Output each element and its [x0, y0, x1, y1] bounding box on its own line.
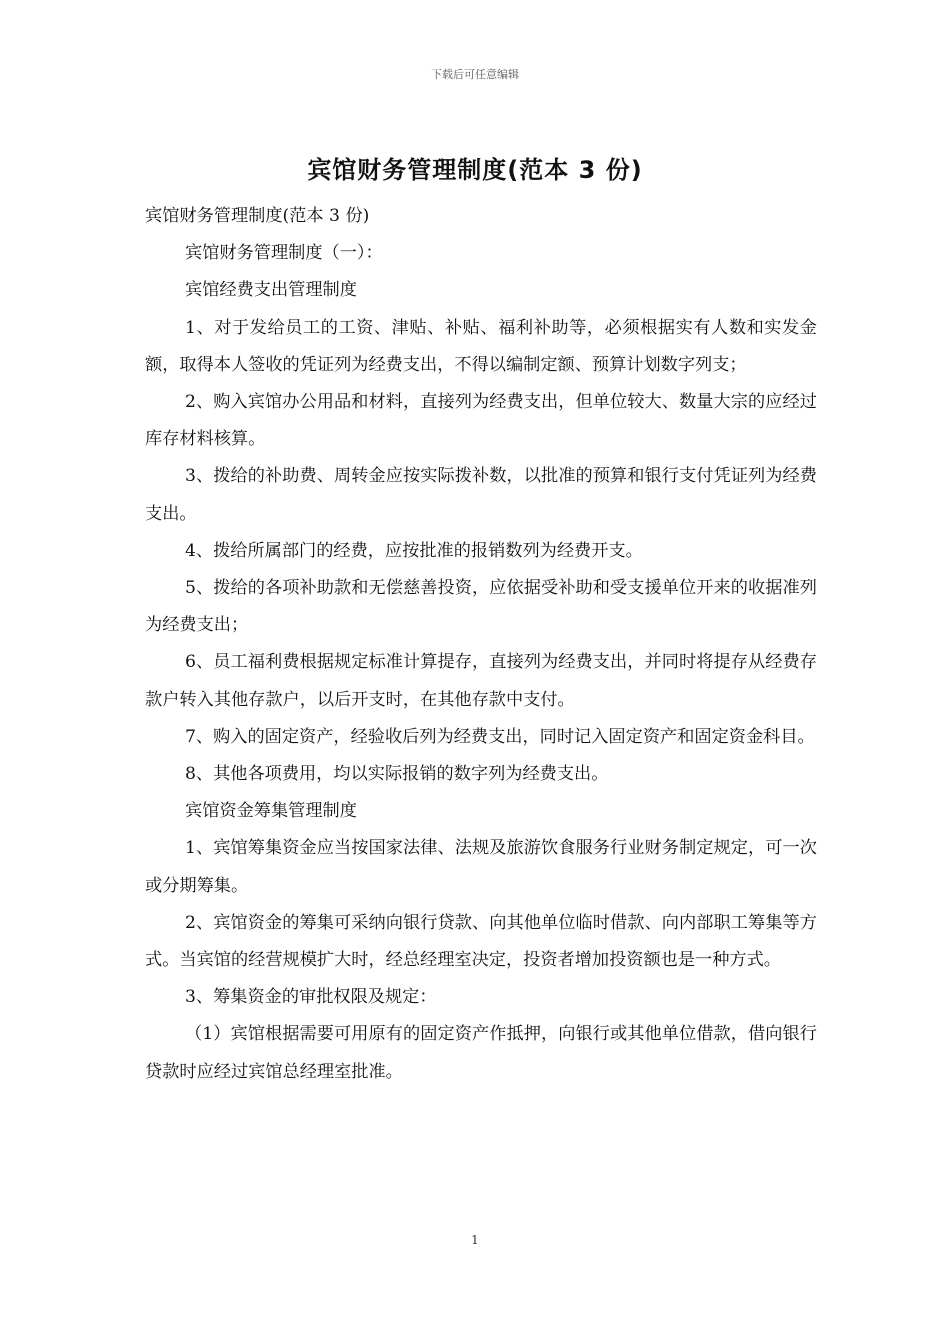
paragraph: （1）宾馆根据需要可用原有的固定资产作抵押，向银行或其他单位借款，借向银行贷款时应经过宾馆总经理室批准。	[145, 1024, 817, 1082]
paragraph: 4、拨给所属部门的经费，应按批准的报销数列为经费开支。	[185, 540, 643, 561]
paragraph: 宾馆财务管理制度（一）：	[185, 243, 383, 264]
paragraph: 宾馆财务管理制度(范本 3 份)	[145, 206, 370, 226]
document-body	[145, 198, 817, 1091]
paragraph: 2、宾馆资金的筹集可采纳向银行贷款、向其他单位临时借款、向内部职工筹集等方式。当宾馆的经营规模扩大时，经总经理室决定，投资者增加投资额也是一种方式。	[145, 912, 817, 971]
paragraph: 6、员工福利费根据规定标准计算提存，直接列为经费支出，并同时将提存从经费存款户转入其他存款户，以后开支时，在其他存款中支付。	[145, 652, 817, 710]
section-heading: 宾馆经费支出管理制度	[185, 280, 357, 301]
paragraph: 3、拨给的补助费、周转金应按实际拨补数，以批准的预算和银行支付凭证列为经费支出。	[145, 466, 817, 524]
document-title: 宾馆财务管理制度(范本 3 份)	[307, 156, 643, 184]
paragraph: 8、其他各项费用，均以实际报销的数字列为经费支出。	[185, 764, 609, 785]
paragraph: 3、筹集资金的审批权限及规定：	[185, 987, 437, 1008]
section-heading: 宾馆资金筹集管理制度	[185, 801, 357, 822]
paragraph: 5、拨给的各项补助款和无偿慈善投资，应依据受补助和受支援单位开来的收据准列为经费支出；	[145, 578, 817, 636]
page-number: 1	[471, 1233, 479, 1247]
page-header: 下载后可任意编辑	[431, 68, 519, 81]
paragraph: 1、宾馆筹集资金应当按国家法律、法规及旅游饮食服务行业财务制定规定，可一次或分期筹集。	[145, 838, 817, 896]
paragraph: 2、购入宾馆办公用品和材料，直接列为经费支出，但单位较大、数量大宗的应经过库存材料核算。	[145, 392, 817, 450]
paragraph: 7、购入的固定资产，经验收后列为经费支出，同时记入固定资产和固定资金科目。	[185, 726, 815, 747]
paragraph: 1、对于发给员工的工资、津贴、补贴、福利补助等，必须根据实有人数和实发金额，取得本人签收的凭证列为经费支出，不得以编制定额、预算计划数字列支；	[145, 317, 817, 375]
